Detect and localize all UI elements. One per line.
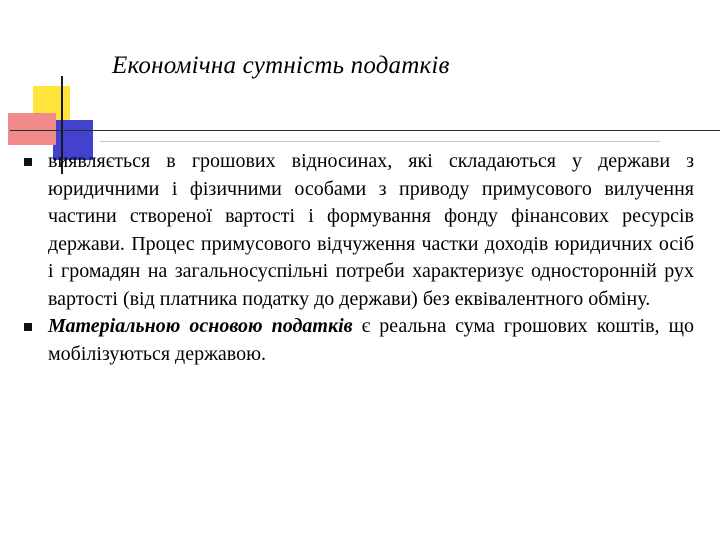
decor-horizontal-line [10,130,720,131]
square-bullet-icon [24,323,32,331]
bullet-item-2 [0,313,694,368]
square-bullet-icon [24,158,32,166]
slide-title: Економічна сутність податків [112,52,450,79]
bullet-1-text: виявляється в грошових відносинах, які складаються у держави з юридичними і фізичними особами з приводу примусового вилучення частини створеної вартості і формування фонду фінансових ресурсів держави. Процес примусового відчуження частки доходів юридичних осіб і громадян на загальносуспільні потреби характеризує односторонній рух вартості (від платника податку до держави) без еквівалентного обміну. [48,150,694,310]
bullet-2-text: є реальна сума грошових коштів, що мобілізуються державою. [48,315,694,365]
bullet-2-emphasis: Матеріальною основою податків [48,315,353,337]
decor-red-square [8,113,56,145]
title-underline [100,141,660,142]
bullet-list [0,148,720,368]
bullet-item-1 [0,148,694,313]
